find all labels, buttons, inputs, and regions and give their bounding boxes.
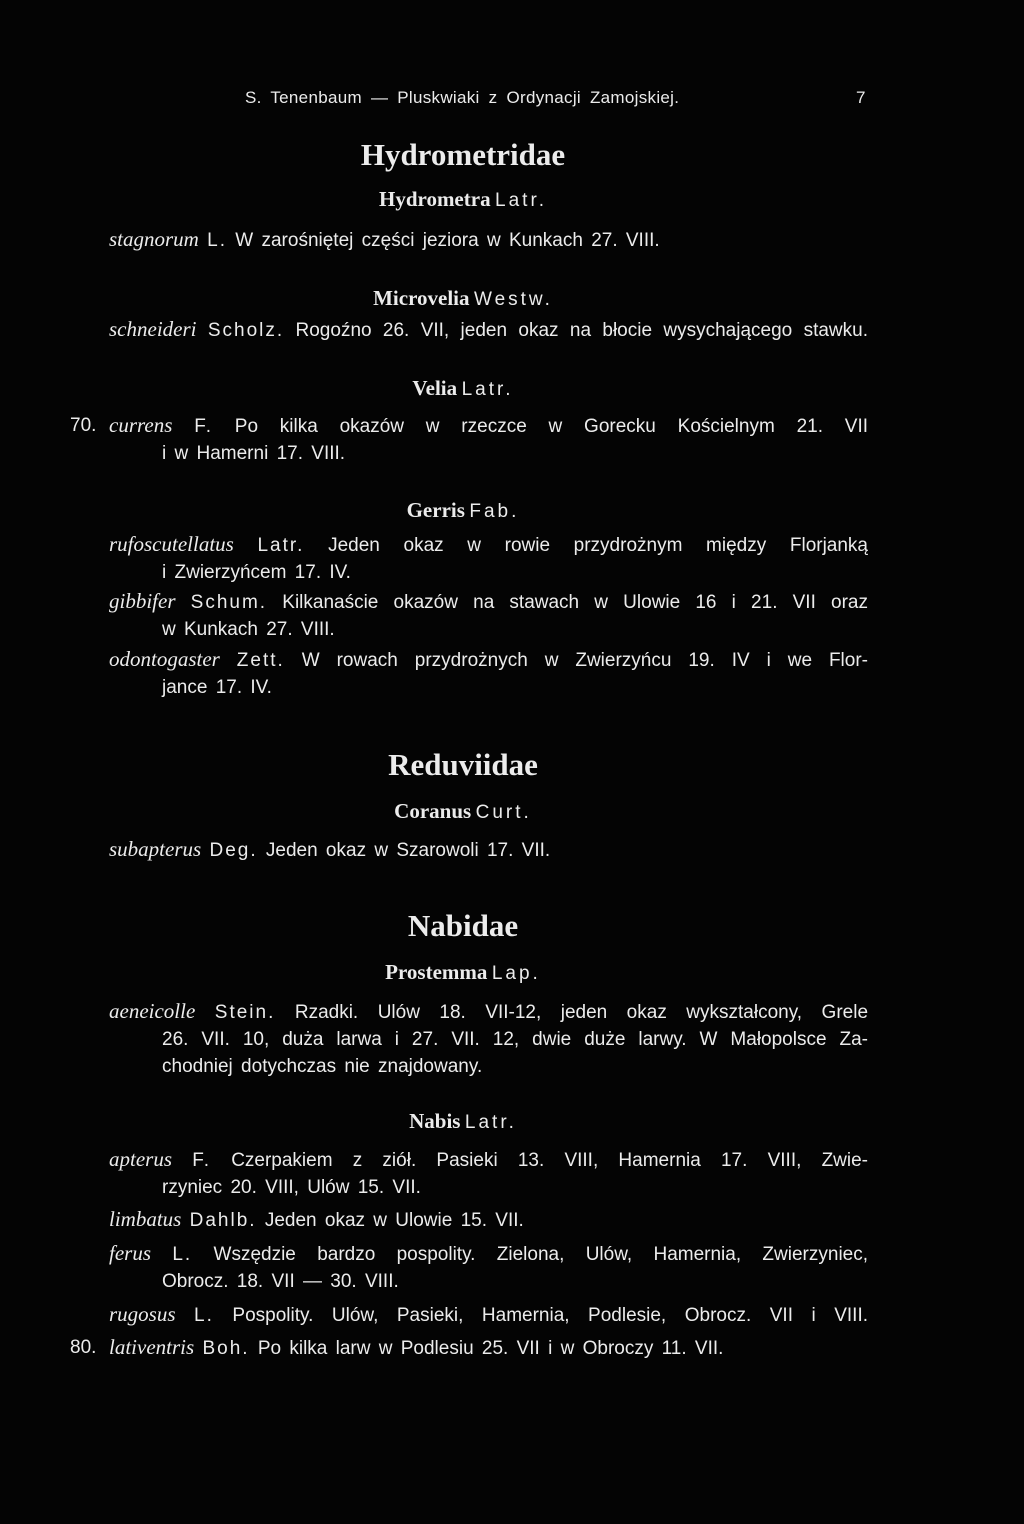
genus-heading bbox=[0, 375, 926, 404]
genus-name: Microvelia bbox=[373, 286, 470, 310]
entry-text: Czerpakiem z ziół. Pasieki 13. VIII, Hamernia 17. VIII, Zwie- bbox=[231, 1150, 869, 1171]
genus-author: Latr. bbox=[495, 190, 548, 211]
genus-heading bbox=[0, 497, 926, 526]
entry-line bbox=[70, 412, 869, 440]
species-name: subapterus bbox=[109, 837, 202, 861]
page-number: 7 bbox=[856, 88, 866, 107]
genus-author: Curt. bbox=[475, 802, 532, 823]
species-name: odontogaster bbox=[109, 647, 220, 671]
species-entry bbox=[109, 836, 868, 864]
entry-number: 70. bbox=[70, 415, 97, 436]
species-author: Latr. bbox=[257, 535, 305, 556]
genus-heading bbox=[0, 798, 926, 827]
species-entry bbox=[109, 1206, 868, 1234]
species-author: Boh. bbox=[202, 1338, 250, 1359]
entry-line: chodniej dotychczas nie znajdowany. bbox=[162, 1056, 483, 1077]
genus-name: Gerris bbox=[406, 498, 465, 522]
species-entry bbox=[109, 1240, 868, 1295]
entry-line bbox=[109, 588, 868, 616]
species-name: limbatus bbox=[109, 1207, 182, 1231]
species-entry bbox=[70, 1334, 868, 1362]
entry-line bbox=[70, 1334, 868, 1362]
entry-line bbox=[109, 998, 868, 1026]
running-head: S. Tenenbaum — Pluskwiaki z Ordynacji Zamojskiej. bbox=[245, 88, 680, 107]
species-name: aeneicolle bbox=[109, 999, 196, 1023]
entry-line bbox=[109, 1301, 868, 1329]
genus-name: Prostemma bbox=[385, 960, 488, 984]
entry-text: Kilkanaście okazów na stawach w Ulowie 16 i 21. VII oraz bbox=[282, 592, 868, 613]
entry-line bbox=[109, 1240, 868, 1268]
entry-line bbox=[109, 316, 868, 344]
entry-line: w Kunkach 27. VIII. bbox=[162, 619, 335, 640]
species-author: F. bbox=[194, 416, 213, 437]
entry-line bbox=[109, 531, 868, 559]
genus-heading bbox=[0, 959, 926, 988]
entry-line bbox=[109, 646, 868, 674]
species-entry bbox=[109, 998, 868, 1080]
species-name: apterus bbox=[109, 1147, 172, 1171]
genus-author: Westw. bbox=[473, 289, 553, 310]
species-entry bbox=[109, 226, 868, 254]
entry-text: Jeden okaz w Szarowoli 17. VII. bbox=[265, 840, 551, 861]
entry-line: i Zwierzyńcem 17. IV. bbox=[162, 562, 351, 583]
entry-line: jance 17. IV. bbox=[162, 677, 272, 698]
species-author: Scholz. bbox=[207, 320, 285, 341]
species-author: L. bbox=[207, 230, 227, 251]
entry-text: W zarośniętej części jeziora w Kunkach 27. VIII. bbox=[235, 230, 660, 251]
entry-line: rzyniec 20. VIII, Ulów 15. VII. bbox=[162, 1177, 421, 1198]
species-name: lativentris bbox=[109, 1335, 195, 1359]
species-author: Stein. bbox=[214, 1002, 276, 1023]
species-author: Dahlb. bbox=[189, 1210, 257, 1231]
genus-author: Latr. bbox=[464, 1112, 517, 1133]
species-entry bbox=[109, 316, 868, 344]
species-name: rugosus bbox=[109, 1302, 176, 1326]
entry-text: Jeden okaz w Ulowie 15. VII. bbox=[264, 1210, 524, 1231]
species-author: L. bbox=[172, 1244, 193, 1265]
family-heading: Nabidae bbox=[407, 908, 519, 943]
species-entry bbox=[70, 412, 869, 467]
entry-line: 26. VII. 10, duża larwa i 27. VII. 12, dwie duże larwy. W Małopolsce Za- bbox=[162, 1029, 868, 1050]
entry-text: Po kilka larw w Podlesiu 25. VII i w Obroczy 11. VII. bbox=[257, 1338, 724, 1359]
entry-text: Jeden okaz w rowie przydrożnym między Florjanką bbox=[328, 535, 869, 556]
family-heading: Hydrometridae bbox=[360, 137, 566, 172]
genus-name: Nabis bbox=[409, 1109, 461, 1133]
genus-author: Latr. bbox=[461, 379, 514, 400]
entry-text: Rogoźno 26. VII, jeden okaz na błocie wysychającego stawku. bbox=[295, 320, 868, 341]
species-entry bbox=[109, 531, 868, 586]
species-entry bbox=[109, 588, 868, 643]
species-entry bbox=[109, 646, 868, 701]
species-name: rufoscutellatus bbox=[109, 532, 234, 556]
genus-heading bbox=[0, 186, 926, 215]
genus-author: Lap. bbox=[491, 963, 541, 984]
entry-line bbox=[109, 836, 868, 864]
entry-text: Po kilka okazów w rzeczce w Gorecku Kościelnym 21. VII bbox=[234, 416, 869, 437]
entry-line: i w Hamerni 17. VIII. bbox=[162, 443, 346, 464]
species-entry bbox=[109, 1146, 868, 1201]
species-author: Schum. bbox=[190, 592, 268, 613]
entry-text: Wszędzie bardzo pospolity. Zielona, Ulów, Hamernia, Zwierzyniec, bbox=[213, 1244, 869, 1265]
species-name: gibbifer bbox=[109, 589, 176, 613]
genus-name: Hydrometra bbox=[378, 187, 491, 211]
genus-author: Fab. bbox=[469, 501, 520, 522]
entry-number: 80. bbox=[70, 1337, 97, 1358]
species-name: ferus bbox=[109, 1241, 151, 1265]
entry-line bbox=[109, 1206, 868, 1234]
species-author: L. bbox=[194, 1305, 214, 1326]
species-author: F. bbox=[192, 1150, 211, 1171]
entry-text: Rzadki. Ulów 18. VII-12, jeden okaz wykształcony, Grele bbox=[294, 1002, 869, 1023]
entry-line bbox=[109, 226, 868, 254]
species-name: stagnorum bbox=[109, 227, 199, 251]
species-author: Deg. bbox=[209, 840, 258, 861]
entry-text: Pospolity. Ulów, Pasieki, Hamernia, Podlesie, Obrocz. VII i VIII. bbox=[232, 1305, 869, 1326]
family-heading: Reduviidae bbox=[388, 747, 538, 782]
genus-name: Velia bbox=[412, 376, 458, 400]
species-author: Zett. bbox=[236, 650, 285, 671]
entry-line: Obrocz. 18. VII — 30. VIII. bbox=[162, 1271, 399, 1292]
species-name: currens bbox=[109, 413, 173, 437]
entry-text: W rowach przydrożnych w Zwierzyńcu 19. IV i we Flor- bbox=[301, 650, 869, 671]
species-name: schneideri bbox=[109, 317, 197, 341]
species-entry bbox=[109, 1301, 868, 1329]
genus-name: Coranus bbox=[394, 799, 472, 823]
genus-heading bbox=[0, 285, 926, 314]
genus-heading bbox=[0, 1108, 926, 1137]
entry-line bbox=[109, 1146, 868, 1174]
